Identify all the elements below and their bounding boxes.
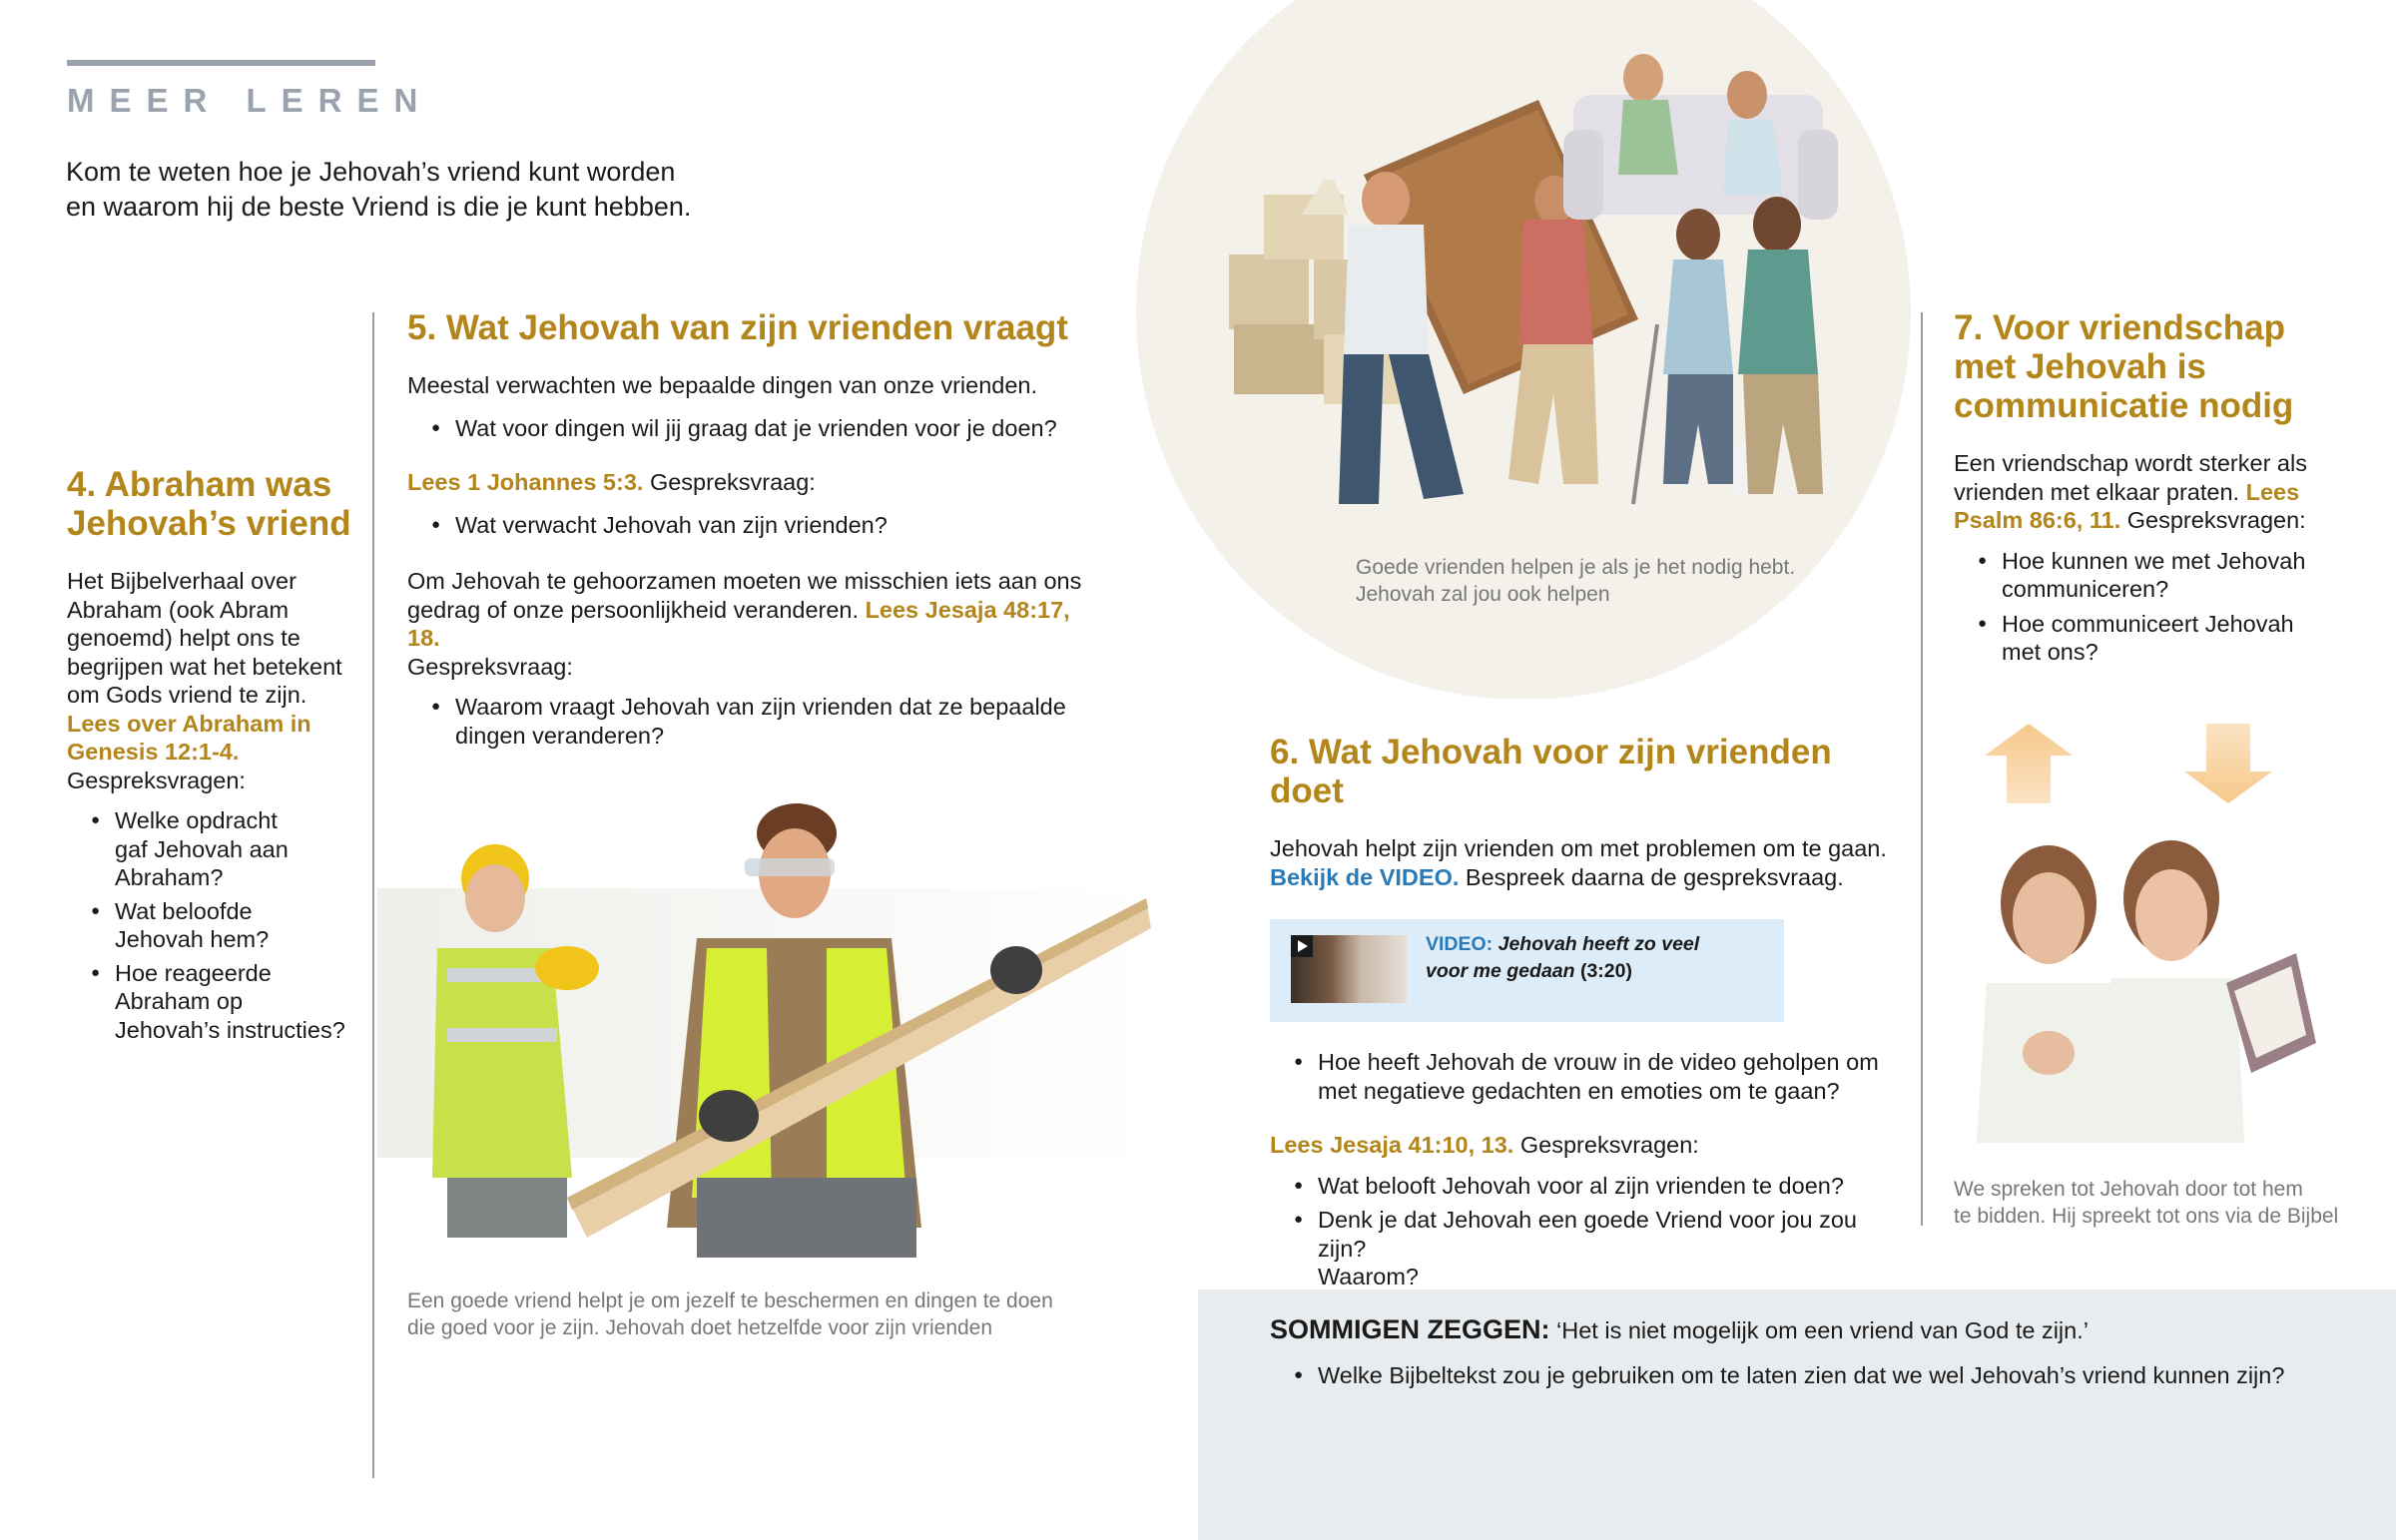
section-4-questions (67, 806, 366, 1044)
some-say-statement (1270, 1315, 2089, 1345)
questions-label: Gespreksvraag: (649, 469, 816, 495)
section-4-title (67, 465, 366, 543)
questions-label: Gespreksvragen: (2126, 507, 2306, 533)
section-5-title: 5. Wat Jehovah van zijn vrienden vraagt (407, 308, 1068, 347)
question (1954, 547, 2373, 604)
section-5-read1 (407, 468, 1106, 497)
body-line: genoemd) helpt ons te (67, 625, 300, 651)
caption-line: Jehovah zal jou ook helpen (1356, 583, 1610, 606)
question-line: Abraham? (115, 864, 224, 890)
video-title-line (1426, 931, 1699, 958)
section-6 (1270, 733, 1909, 1291)
body-line (407, 596, 1106, 653)
caption-line: We spreken tot Jehovah door tot hem (1954, 1178, 2303, 1201)
section-7-questions (1954, 547, 2373, 667)
section-5-intro: Meestal verwachten we bepaalde dingen van onze vrienden. (407, 372, 1038, 398)
scripture-link[interactable]: Lees over Abraham in (67, 710, 311, 737)
caption-line: Een goede vriend helpt je om jezelf te beschermen en dingen te doen (407, 1289, 1053, 1312)
section-7 (1954, 308, 2373, 667)
questions-label: Gespreksvraag: (407, 653, 573, 680)
title-line: 4. Abraham was (67, 465, 332, 504)
question-line: gaf Jehovah aan (115, 835, 289, 862)
question-line: Jehovah hem? (115, 926, 270, 952)
section-5-caption (407, 1287, 1053, 1341)
body-text: Bespreek daarna de gespreksvraag. (1465, 863, 1844, 890)
question: ● Wat verwacht Jehovah van zijn vrienden? (407, 511, 1106, 540)
body-line: om Gods vriend te zijn. (67, 682, 307, 708)
some-say-quote: ‘Het is niet mogelijk om een vriend van God te zijn.’ (1556, 1317, 2089, 1343)
title-line: communicatie nodig (1954, 386, 2294, 425)
question-line: ● Hoe reageerde (115, 959, 272, 986)
questions-label: Gespreksvragen: (1519, 1132, 1699, 1158)
question-line: ● Hoe communiceert Jehovah (2002, 610, 2294, 637)
section-7-body (1954, 449, 2373, 535)
scripture-link[interactable]: Lees Jesaja 41:10, 13. (1270, 1132, 1514, 1158)
section-label: MEER LEREN (67, 82, 433, 119)
workers-image (377, 798, 1151, 1268)
section-5-q2 (407, 511, 1106, 540)
video-title[interactable]: Jehovah heeft zo veel (1498, 933, 1700, 955)
scripture-link[interactable]: Genesis 12:1-4. (67, 739, 240, 765)
body-line: begrijpen wat het betekent (67, 653, 342, 680)
watch-video-link[interactable]: Bekijk de VIDEO. (1270, 863, 1460, 890)
scripture-link[interactable]: Psalm 86:6, 11. (1954, 507, 2121, 533)
scripture-link[interactable]: Lees Jesaja 48:17, 18. (407, 596, 1070, 651)
question-line: Jehovah’s instructies? (115, 1016, 345, 1043)
section-7-title (1954, 308, 2373, 425)
scripture-link[interactable]: Lees (2245, 478, 2300, 505)
question-line: ● Hoe heeft Jehovah de vrouw in de video geholpen om (1318, 1049, 1879, 1075)
video-duration: (3:20) (1579, 960, 1632, 982)
question (67, 959, 366, 1045)
section-7-caption (1954, 1176, 2338, 1230)
question (1954, 610, 2373, 667)
column-divider (372, 312, 374, 1478)
body-line: Een vriendschap wordt sterker als (1954, 450, 2307, 476)
some-say-label: SOMMIGEN ZEGGEN: (1270, 1314, 1550, 1344)
title-line: 7. Voor vriendschap (1954, 308, 2285, 347)
column-divider (1921, 312, 1923, 1226)
question (1270, 1048, 1909, 1105)
question-line: communiceren? (2002, 576, 2169, 602)
video-thumbnail[interactable] (1291, 935, 1407, 1003)
questions-label: Gespreksvragen: (67, 767, 246, 793)
intro (66, 155, 691, 225)
some-say-question (1270, 1361, 2284, 1390)
section-6-title: 6. Wat Jehovah voor zijn vrienden doet (1270, 733, 1832, 810)
arrow-down-icon (2184, 724, 2272, 803)
question-line: dingen veranderen? (455, 722, 665, 749)
question: ● Welke Bijbeltekst zou je gebruiken om te laten zien dat we wel Jehovah’s vriend kunnen zijn? (1270, 1361, 2284, 1390)
question: ● Wat voor dingen wil jij graag dat je vrienden voor je doen? (407, 414, 1106, 443)
some-say-panel (1198, 1289, 2396, 1540)
question-line: met ons? (2002, 639, 2098, 665)
body-text: gedrag of onze persoonlijkheid veranderen. (407, 596, 860, 623)
section-6-read (1270, 1131, 1909, 1160)
scripture-link[interactable]: Lees 1 Johannes 5:3. (407, 469, 644, 495)
question-line: ● Waarom vraagt Jehovah van zijn vrienden dat ze bepaalde (455, 694, 1066, 720)
section-5-body (407, 567, 1106, 681)
question-line: ● Hoe kunnen we met Jehovah (2002, 547, 2306, 574)
body-line: Abraham (ook Abram (67, 596, 290, 623)
body-line: Om Jehovah te gehoorzamen moeten we misschien iets aan ons (407, 568, 1082, 594)
prayer-reading-illustration (1967, 724, 2346, 1153)
question (67, 897, 366, 954)
title-line: Jehovah’s vriend (67, 504, 351, 543)
body-line (1954, 478, 2373, 507)
question (407, 693, 1106, 750)
title-line: met Jehovah is (1954, 347, 2206, 386)
section-5-q3 (407, 693, 1106, 750)
prayer-reading-image (1967, 724, 2346, 1153)
body-text: vrienden met elkaar praten. (1954, 478, 2240, 505)
caption-line: die goed voor je zijn. Jehovah doet hetzelfde voor zijn vrienden (407, 1316, 993, 1339)
section-5-q1 (407, 414, 1106, 443)
section-4-body (67, 567, 366, 794)
arrow-up-icon (1985, 724, 2073, 803)
video-card[interactable] (1270, 919, 1784, 1022)
section-6-q1 (1270, 1048, 1909, 1105)
play-icon (1291, 935, 1313, 957)
caption-line: te bidden. Hij spreekt tot ons via de Bijbel (1954, 1205, 2339, 1228)
question (67, 806, 366, 892)
body-line: Het Bijbelverhaal over (67, 568, 297, 594)
header-rule (67, 60, 375, 66)
section-5 (407, 308, 1106, 750)
video-label: VIDEO: (1426, 933, 1494, 955)
body-line (1954, 506, 2373, 535)
question-line: Abraham op (115, 988, 244, 1014)
video-title[interactable]: voor me gedaan (1426, 960, 1575, 982)
question (1270, 1206, 1909, 1291)
section-4 (67, 465, 366, 1044)
workers-illustration (377, 798, 1151, 1268)
friends-helping-caption (1356, 554, 1795, 608)
video-title-line (1426, 958, 1699, 985)
body-line: Jehovah helpt zijn vrienden om met problemen om te gaan. (1270, 835, 1887, 861)
question-line: ● Denk je dat Jehovah een goede Vriend voor jou zou zijn? (1318, 1207, 1858, 1262)
section-6-questions (1270, 1172, 1909, 1291)
intro-line: en waarom hij de beste Vriend is die je kunt hebben. (66, 192, 692, 222)
intro-line: Kom te weten hoe je Jehovah’s vriend kunt worden (66, 157, 676, 187)
body-line (1270, 863, 1909, 892)
caption-line: Goede vrienden helpen je als je het nodig hebt. (1356, 556, 1796, 579)
question: ● Wat belooft Jehovah voor al zijn vrienden te doen? (1270, 1172, 1909, 1201)
video-info (1426, 931, 1699, 985)
question-line: met negatieve gedachten en emoties om te gaan? (1318, 1077, 1840, 1104)
question-line: ● Welke opdracht (115, 807, 278, 833)
question-line: Waarom? (1318, 1264, 1419, 1289)
question-line: ● Wat beloofde (115, 897, 253, 924)
section-6-intro (1270, 834, 1909, 891)
